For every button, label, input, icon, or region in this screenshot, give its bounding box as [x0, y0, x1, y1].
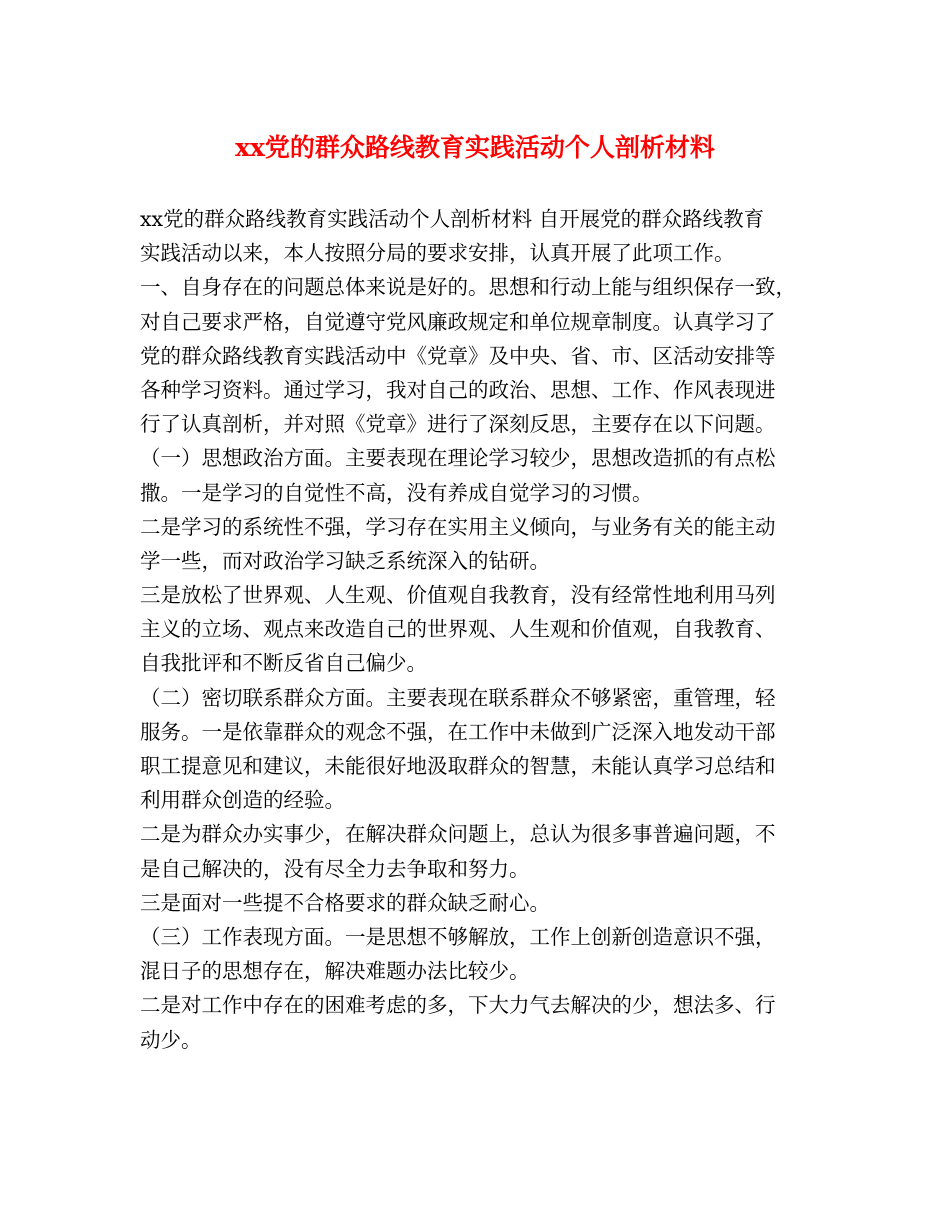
body-line: 学一些，而对政治学习缺乏系统深入的钻研。: [140, 548, 550, 573]
body-line: 二是对工作中存在的困难考虑的多，下大力气去解决的少，想法多、行: [140, 993, 776, 1018]
body-line: 行了认真剖析，并对照《党章》进行了深刻反思，主要存在以下问题。: [140, 412, 776, 437]
body-line: 职工提意见和建议，未能很好地汲取群众的智慧，未能认真学习总结和: [140, 754, 776, 778]
body-line: （三）工作表现方面。一是思想不够解放，工作上创新创造意识不强，: [140, 924, 776, 949]
body-line: xx党的群众路线教育实践活动个人剖析材料 自开展党的群众路线教育: [140, 207, 765, 231]
body-line: 三是面对一些提不合格要求的群众缺乏耐心。: [140, 890, 550, 915]
body-line: 一、自身存在的问题总体来说是好的。思想和行动上能与组织保存一致，: [140, 275, 796, 300]
body-line: 二是为群众办实事少，在解决群众问题上，总认为很多事普遍问题，不: [140, 822, 776, 847]
body-line: 主义的立场、观点来改造自己的世界观、人生观和价值观，自我教育、: [140, 617, 776, 642]
body-line: 是自己解决的，没有尽全力去争取和努力。: [140, 856, 530, 881]
body-line: 各种学习资料。通过学习，我对自己的政治、思想、工作、作风表现进: [140, 377, 776, 402]
body-line: 利用群众创造的经验。: [140, 788, 345, 813]
body-line: 实践活动以来，本人按照分局的要求安排，认真开展了此项工作。: [140, 241, 735, 266]
body-line: 撒。一是学习的自觉性不高，没有养成自觉学习的习惯。: [140, 480, 653, 505]
body-line: 三是放松了世界观、人生观、价值观自我教育，没有经常性地利用马列: [140, 583, 776, 608]
body-line: 混日子的思想存在，解决难题办法比较少。: [140, 959, 530, 984]
body-line: 对自己要求严格，自觉遵守党风廉政规定和单位规章制度。认真学习了: [140, 309, 776, 334]
body-line: 自我批评和不断反省自己偏少。: [140, 651, 427, 676]
body-line: 党的群众路线教育实践活动中《党章》及中央、省、市、区活动安排等: [140, 343, 776, 368]
body-line: 动少。: [140, 1027, 202, 1052]
document-body: [140, 202, 812, 1057]
body-line: 二是学习的系统性不强，学习存在实用主义倾向，与业务有关的能主动: [140, 514, 776, 539]
body-line: （二）密切联系群众方面。主要表现在联系群众不够紧密，重管理，轻: [140, 685, 776, 710]
body-line: 服务。一是依靠群众的观念不强，在工作中未做到广泛深入地发动干部: [140, 719, 776, 744]
document-title: xx党的群众路线教育实践活动个人剖析材料: [235, 133, 715, 162]
body-line: （一）思想政治方面。主要表现在理论学习较少，思想改造抓的有点松: [140, 446, 776, 471]
